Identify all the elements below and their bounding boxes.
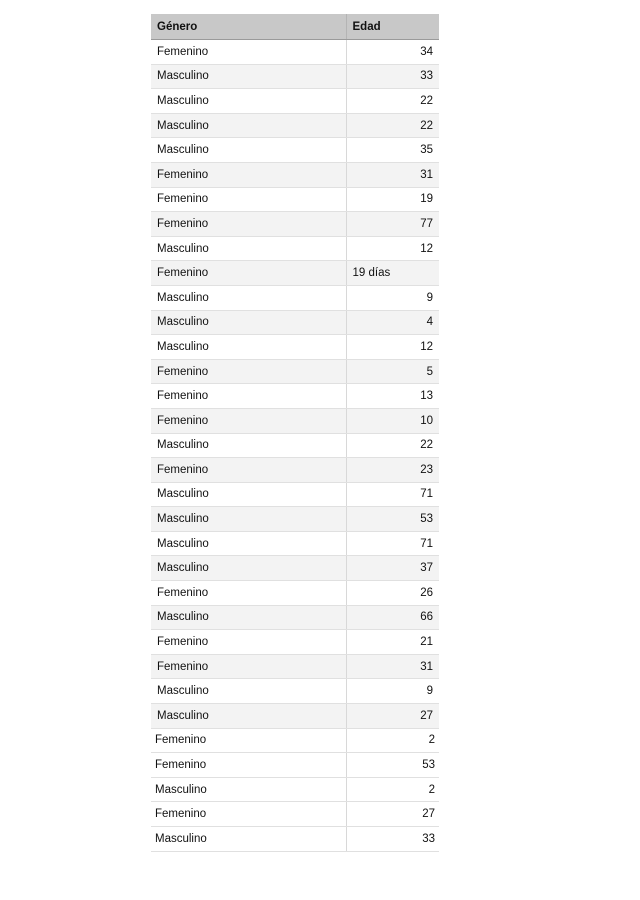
cell-genero[interactable]: Masculino (151, 777, 346, 802)
table-row (151, 802, 439, 827)
table-row (151, 187, 439, 212)
cell-genero[interactable]: Femenino (151, 630, 346, 655)
cell-genero[interactable]: Femenino (151, 359, 346, 384)
table-row (151, 359, 439, 384)
cell-genero[interactable]: Masculino (151, 89, 346, 114)
cell-genero[interactable]: Femenino (151, 384, 346, 409)
cell-genero[interactable]: Femenino (151, 581, 346, 606)
cell-genero[interactable]: Masculino (151, 679, 346, 704)
cell-edad[interactable]: 5 (346, 359, 439, 384)
header-row (151, 14, 439, 40)
cell-genero[interactable]: Masculino (151, 556, 346, 581)
cell-edad[interactable]: 33 (346, 64, 439, 89)
cell-genero[interactable]: Masculino (151, 605, 346, 630)
cell-edad[interactable]: 12 (346, 335, 439, 360)
table-row (151, 113, 439, 138)
cell-genero[interactable]: Femenino (151, 408, 346, 433)
cell-edad[interactable]: 31 (346, 162, 439, 187)
cell-edad[interactable]: 2 (346, 728, 439, 753)
table-row (151, 753, 439, 778)
cell-genero[interactable]: Femenino (151, 187, 346, 212)
spreadsheet (151, 14, 439, 852)
table-row (151, 236, 439, 261)
table-row (151, 162, 439, 187)
cell-edad[interactable]: 22 (346, 433, 439, 458)
cell-edad[interactable]: 53 (346, 507, 439, 532)
cell-genero[interactable]: Masculino (151, 531, 346, 556)
cell-genero[interactable]: Masculino (151, 704, 346, 729)
table-row (151, 531, 439, 556)
cell-genero[interactable]: Femenino (151, 753, 346, 778)
cell-edad[interactable]: 71 (346, 531, 439, 556)
cell-genero[interactable]: Masculino (151, 310, 346, 335)
cell-edad[interactable]: 19 días (346, 261, 439, 286)
cell-genero[interactable]: Masculino (151, 64, 346, 89)
table-row (151, 261, 439, 286)
table-row (151, 605, 439, 630)
table-row (151, 64, 439, 89)
cell-genero[interactable]: Femenino (151, 162, 346, 187)
table-row (151, 384, 439, 409)
cell-edad[interactable]: 31 (346, 654, 439, 679)
table-row (151, 581, 439, 606)
table-row (151, 704, 439, 729)
cell-edad[interactable]: 26 (346, 581, 439, 606)
cell-genero[interactable]: Masculino (151, 236, 346, 261)
data-table (151, 14, 439, 852)
cell-genero[interactable]: Femenino (151, 802, 346, 827)
cell-genero[interactable]: Masculino (151, 113, 346, 138)
header-edad[interactable]: Edad (346, 14, 439, 40)
cell-genero[interactable]: Masculino (151, 482, 346, 507)
cell-edad[interactable]: 71 (346, 482, 439, 507)
cell-edad[interactable]: 4 (346, 310, 439, 335)
cell-edad[interactable]: 53 (346, 753, 439, 778)
table-row (151, 408, 439, 433)
cell-edad[interactable]: 27 (346, 704, 439, 729)
cell-genero[interactable]: Masculino (151, 285, 346, 310)
cell-genero[interactable]: Femenino (151, 212, 346, 237)
cell-edad[interactable]: 9 (346, 679, 439, 704)
cell-genero[interactable]: Femenino (151, 458, 346, 483)
table-body (151, 40, 439, 852)
table-row (151, 458, 439, 483)
header-genero[interactable]: Género (151, 14, 346, 40)
table-row (151, 433, 439, 458)
table-row (151, 310, 439, 335)
table-row (151, 728, 439, 753)
cell-genero[interactable]: Masculino (151, 138, 346, 163)
cell-edad[interactable]: 66 (346, 605, 439, 630)
cell-edad[interactable]: 12 (346, 236, 439, 261)
cell-genero[interactable]: Femenino (151, 728, 346, 753)
cell-genero[interactable]: Femenino (151, 40, 346, 65)
cell-edad[interactable]: 22 (346, 89, 439, 114)
table-row (151, 507, 439, 532)
cell-edad[interactable]: 35 (346, 138, 439, 163)
table-row (151, 777, 439, 802)
table-row (151, 654, 439, 679)
table-row (151, 212, 439, 237)
cell-edad[interactable]: 19 (346, 187, 439, 212)
cell-genero[interactable]: Masculino (151, 827, 346, 852)
cell-edad[interactable]: 9 (346, 285, 439, 310)
table-row (151, 335, 439, 360)
cell-genero[interactable]: Femenino (151, 654, 346, 679)
table-row (151, 482, 439, 507)
cell-edad[interactable]: 37 (346, 556, 439, 581)
cell-genero[interactable]: Masculino (151, 507, 346, 532)
table-row (151, 556, 439, 581)
cell-edad[interactable]: 33 (346, 827, 439, 852)
cell-edad[interactable]: 21 (346, 630, 439, 655)
cell-edad[interactable]: 27 (346, 802, 439, 827)
table-row (151, 679, 439, 704)
table-row (151, 89, 439, 114)
table-row (151, 138, 439, 163)
table-row (151, 285, 439, 310)
cell-edad[interactable]: 23 (346, 458, 439, 483)
cell-edad[interactable]: 10 (346, 408, 439, 433)
cell-edad[interactable]: 2 (346, 777, 439, 802)
cell-edad[interactable]: 22 (346, 113, 439, 138)
table-row (151, 827, 439, 852)
cell-edad[interactable]: 13 (346, 384, 439, 409)
cell-genero[interactable]: Masculino (151, 335, 346, 360)
cell-genero[interactable]: Masculino (151, 433, 346, 458)
table-row (151, 40, 439, 65)
cell-edad[interactable]: 77 (346, 212, 439, 237)
table-row (151, 630, 439, 655)
cell-edad[interactable]: 34 (346, 40, 439, 65)
cell-genero[interactable]: Femenino (151, 261, 346, 286)
